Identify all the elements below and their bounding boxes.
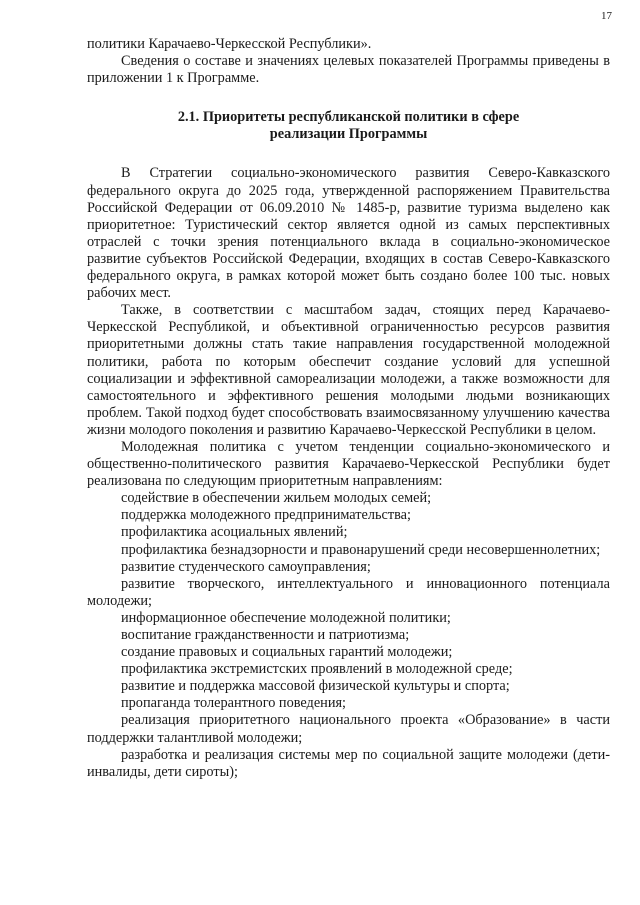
paragraph: Также, в соответствии с масштабом задач, стоящих перед Карачаево-Черкесской Республикой, и объективной ограниченностью ресурсов развития приоритетными должны стать такие направления государственной молодежной политики, работа по которым обеспечит создание условий для успешной социализации и эффективной самореализации молодежи, а также возможности для самостоятельного и эффективного решения молодыми людьми возникающих проблем. Такой подход будет способствовать взаимосвязанному улучшению качества жизни молодого поколения и развитию Карачаево-Черкесской Республики в целом. [87, 302, 610, 438]
paragraph: воспитание гражданственности и патриотизма; [121, 627, 410, 643]
paragraph: содействие в обеспечении жильем молодых семей; [121, 490, 432, 507]
paragraph: Молодежная политика с учетом тенденции социально-экономического и общественно-политического развития Карачаево-Черкесской Республики будет реализована по следующим приоритетным направлениям: [87, 438, 610, 490]
paragraph: профилактика экстремистских проявлений в молодежной среде; [121, 661, 513, 678]
paragraph: В Стратегии социально-экономического развития Северо-Кавказского федерального округа до 2025 года, утвержденной распоряжением Правительства Российской Федерации от 06.09.2010 № 1485-р, развитие туризма выделено как приоритетное: Туристический сектор является одной из самых перспективных отраслей с точки зрения потенциального вклада в социально-экономическое развитие субъектов Российской Федерации, входящих в состав Северо-Кавказского федерального округа, в рамках которой может быть создано более 100 тыс. новых рабочих мест. [87, 165, 610, 302]
paragraph: профилактика асоциальных явлений; [121, 524, 348, 541]
paragraph: развитие студенческого самоуправления; [121, 558, 371, 575]
paragraph: информационное обеспечение молодежной политики; [121, 609, 451, 626]
paragraph-targets: Сведения о составе и значениях целевых показателей Программы приведены в приложении 1 к Программе. [87, 53, 610, 87]
section-heading-line-2: реализации Программы [269, 126, 428, 143]
paragraph-continued: политики Карачаево-Черкесской Республики». [87, 36, 372, 52]
page-number: 17 [601, 10, 612, 22]
paragraph: развитие творческого, интеллектуального и инновационного потенциала молодежи; [87, 575, 610, 609]
paragraph: поддержка молодежного предпринимательства; [121, 507, 411, 524]
paragraph: создание правовых и социальных гарантий молодежи; [121, 644, 453, 661]
paragraph-list [87, 165, 610, 780]
paragraph: развитие и поддержка массовой физической культуры и спорта; [121, 678, 510, 695]
paragraph: профилактика безнадзорности и правонарушений среди несовершеннолетних; [121, 541, 601, 558]
section-heading-line-1: 2.1. Приоритеты республиканской политики в сфере [177, 109, 520, 126]
document-body [87, 36, 610, 781]
paragraph: пропаганда толерантного поведения; [121, 695, 347, 712]
section-heading [87, 109, 610, 143]
paragraph: разработка и реализация системы мер по социальной защите молодежи (дети-инвалиды, дети сироты); [87, 746, 610, 780]
paragraph: реализация приоритетного национального проекта «Образование» в части поддержки талантливой молодежи; [87, 712, 610, 746]
